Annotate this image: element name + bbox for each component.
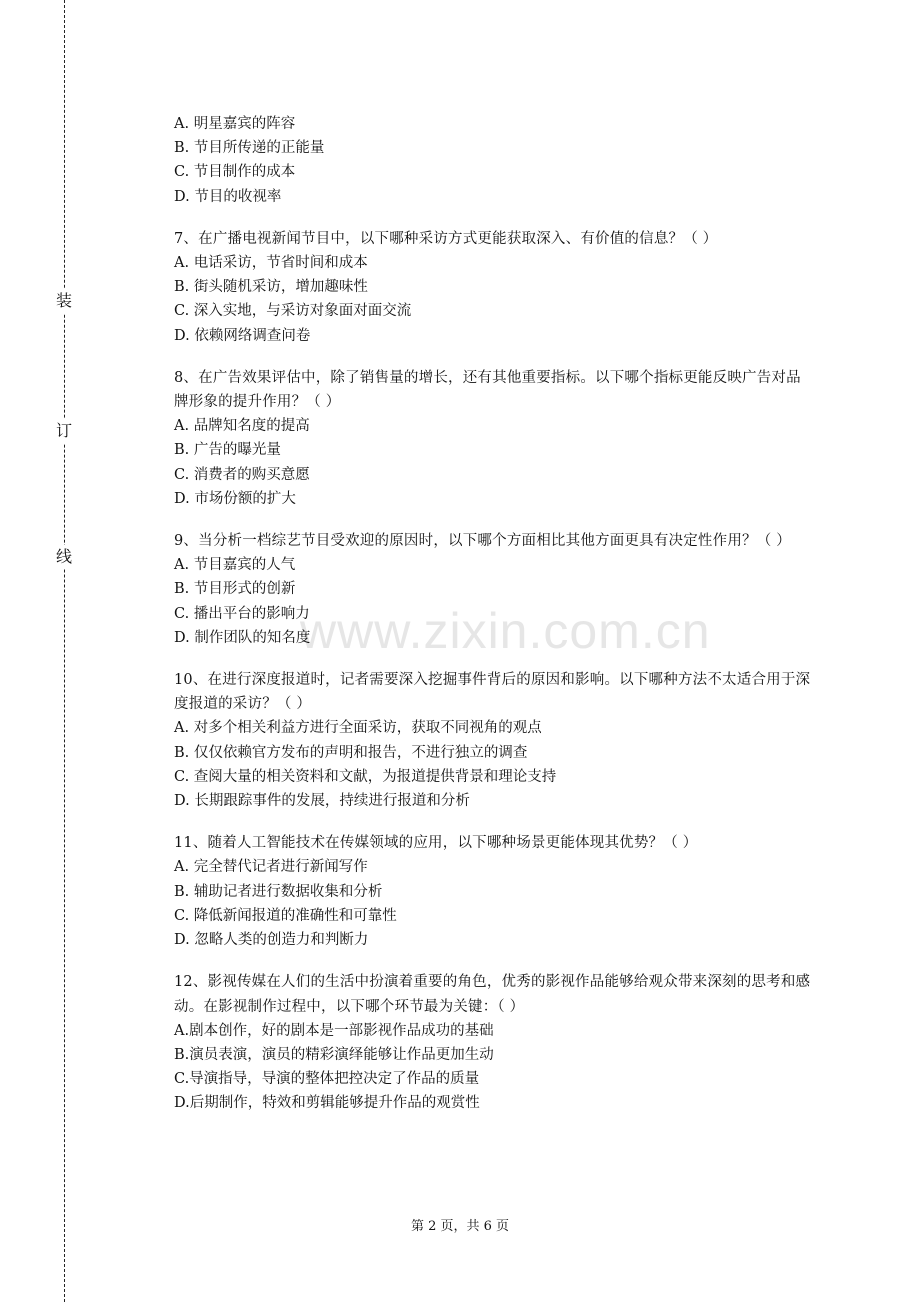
option-c: C. 节目制作的成本 (174, 164, 296, 181)
option-d: D. 节目的收视率 (174, 188, 282, 205)
binding-char-zhuang: 装 (54, 289, 74, 313)
watermark: www.zixin.com.cn (300, 603, 711, 659)
question-10 (174, 668, 814, 813)
question-stem: 9、当分析一档综艺节目受欢迎的原因时，以下哪个方面相比其他方面更具有决定性作用？（ ） (174, 533, 791, 550)
question-stem: 10、在进行深度报道时，记者需要深入挖掘事件背后的原因和影响。以下哪种方法不太适合用于深度报道的采访？（ ） (174, 672, 811, 713)
question-list (174, 112, 814, 1134)
option-d: D. 依赖网络调查问卷 (174, 327, 311, 344)
option-b: B. 节目所传递的正能量 (174, 140, 325, 157)
option-a: A. 明星嘉宾的阵容 (174, 116, 296, 132)
option-b: B. 辅助记者进行数据收集和分析 (174, 883, 383, 900)
option-c: C. 深入实地，与采访对象面对面交流 (174, 303, 412, 320)
question-8 (174, 366, 814, 511)
option-a: A. 节目嘉宾的人气 (174, 557, 296, 574)
option-d: D.后期制作，特效和剪辑能够提升作品的观赏性 (174, 1095, 480, 1112)
question-9 (174, 529, 814, 650)
option-d: D. 忽略人类的创造力和判断力 (174, 932, 369, 949)
question-stem: 12、影视传媒在人们的生活中扮演着重要的角色，优秀的影视作品能够给观众带来深刻的思考和感动。在影视制作过程中，以下哪个环节最为关键：（ ） (174, 974, 811, 1015)
option-b: B. 节目形式的创新 (174, 581, 296, 598)
option-b: B. 仅仅依赖官方发布的声明和报告，不进行独立的调查 (174, 744, 528, 761)
option-b: B. 街头随机采访，增加趣味性 (174, 279, 368, 296)
binding-char-ding: 订 (54, 419, 74, 443)
question-6-continued (174, 112, 814, 209)
question-7 (174, 227, 814, 348)
question-stem: 11、随着人工智能技术在传媒领域的应用，以下哪种场景更能体现其优势？（ ） (174, 835, 698, 852)
option-c: C. 播出平台的影响力 (174, 605, 310, 622)
option-a: A. 对多个相关利益方进行全面采访，获取不同视角的观点 (174, 720, 542, 737)
option-c: C. 降低新闻报道的准确性和可靠性 (174, 907, 397, 924)
question-stem: 7、在广播电视新闻节目中，以下哪种采访方式更能获取深入、有价值的信息？（ ） (174, 230, 718, 247)
option-d: D. 市场份额的扩大 (174, 490, 296, 507)
binding-char-xian: 线 (54, 545, 74, 569)
question-11 (174, 831, 814, 952)
option-c: C. 消费者的购买意愿 (174, 466, 310, 483)
option-d: D. 长期跟踪事件的发展，持续进行报道和分析 (174, 793, 470, 810)
option-b: B. 广告的曝光量 (174, 442, 281, 459)
option-d: D. 制作团队的知名度 (174, 629, 311, 646)
option-a: A. 电话采访，节省时间和成本 (174, 255, 368, 272)
binding-dashed-line (64, 0, 65, 1302)
question-stem: 8、在广告效果评估中，除了销售量的增长，还有其他重要指标。以下哪个指标更能反映广告对品牌形象的提升作用？（ ） (174, 369, 801, 411)
option-a: A. 品牌知名度的提高 (174, 418, 310, 435)
option-c: C.导演指导，导演的整体把控决定了作品的质量 (174, 1071, 480, 1088)
option-b: B.演员表演，演员的精彩演绎能够让作品更加生动 (174, 1046, 494, 1063)
option-a: A. 完全替代记者进行新闻写作 (174, 859, 368, 876)
option-c: C. 查阅大量的相关资料和文献，为报道提供背景和理论支持 (174, 768, 557, 785)
page-footer: 第 2 页，共 6 页 (410, 1219, 510, 1234)
question-12 (174, 970, 814, 1115)
option-a: A.剧本创作，好的剧本是一部影视作品成功的基础 (174, 1022, 494, 1039)
